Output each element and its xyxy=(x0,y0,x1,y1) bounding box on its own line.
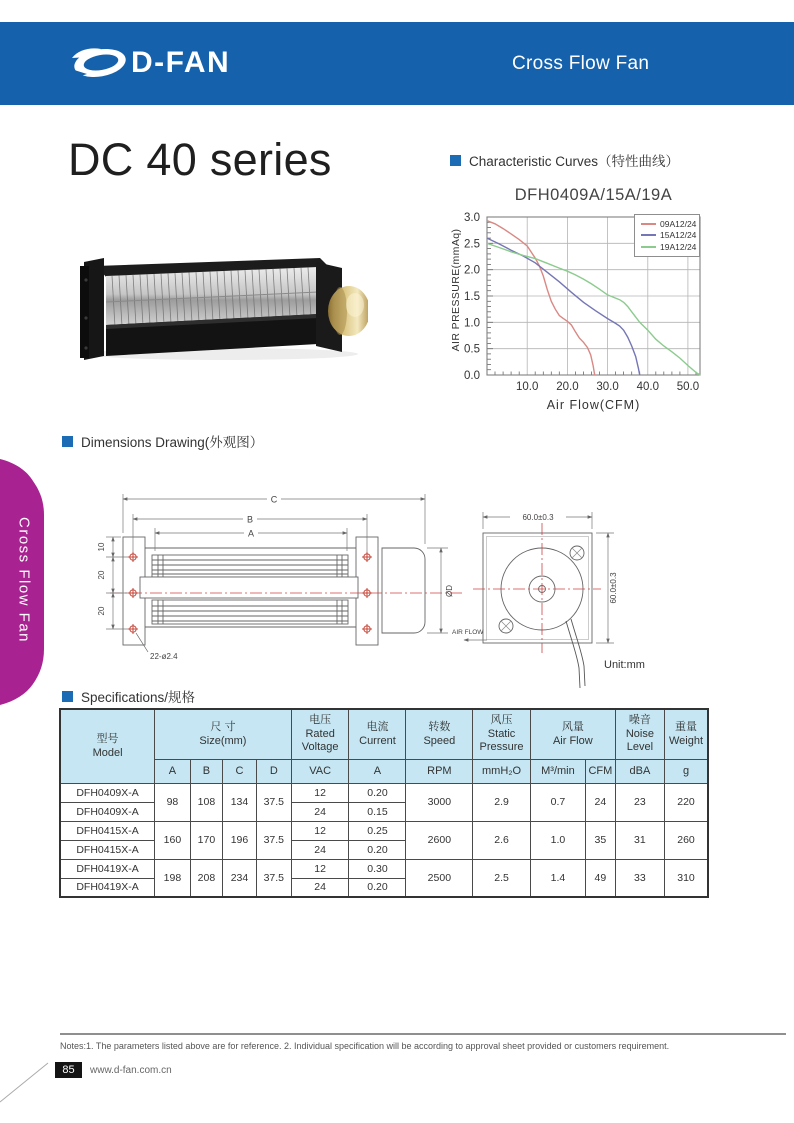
sub-header-c: C xyxy=(223,759,257,783)
page-number-badge: 85 xyxy=(55,1062,82,1078)
dimensions-drawing xyxy=(95,485,675,700)
col-header-size: 尺 寸 Size(mm) xyxy=(155,709,292,759)
characteristic-curves-chart xyxy=(445,184,790,429)
dim-label-20-top: 20 xyxy=(97,570,106,580)
table-row: DFH0419X-A 198 208 234 37.5 12 0.30 2500 2.5 1.4 49 33 310 xyxy=(60,859,708,878)
svg-text:40.0: 40.0 xyxy=(636,381,659,393)
col-header-noise: 噪音 Noise Level xyxy=(615,709,664,759)
sub-header-rpm: RPM xyxy=(406,759,473,783)
svg-text:1.0: 1.0 xyxy=(464,317,480,330)
col-header-model: 型号 Model xyxy=(60,709,155,783)
table-row: DFH0419X-A 24 0.20 xyxy=(60,878,708,897)
page-title: DC 40 series xyxy=(68,134,332,185)
legend-label: 09A12/24 xyxy=(660,218,697,229)
dim-label-height: 60.0±0.3 xyxy=(609,572,618,604)
dim-label-b: B xyxy=(246,514,254,525)
svg-text:30.0: 30.0 xyxy=(596,381,619,393)
svg-text:0.5: 0.5 xyxy=(464,343,480,356)
website-url: www.d-fan.com.cn xyxy=(90,1065,172,1076)
col-header-speed: 转数 Speed xyxy=(406,709,473,759)
sub-header-amp: A xyxy=(349,759,406,783)
svg-text:50.0: 50.0 xyxy=(676,381,700,393)
section-heading-curves xyxy=(450,150,679,170)
dim-label-holes: 22-ø2.4 xyxy=(150,652,178,661)
col-header-weight: 重量 Weight xyxy=(665,709,709,759)
svg-text:2.0: 2.0 xyxy=(464,264,480,277)
sub-header-b: B xyxy=(190,759,222,783)
legend-line-icon xyxy=(641,246,656,248)
section-heading-dimensions xyxy=(62,431,263,451)
table-row: DFH0415X-A 160 170 196 37.5 12 0.25 2600 2.6 1.0 35 31 260 xyxy=(60,821,708,840)
brand-name: D-FAN xyxy=(131,46,231,79)
col-header-air-flow: 风量 Air Flow xyxy=(530,709,615,759)
legend-entry xyxy=(641,218,699,230)
chart-title: DFH0409A/15A/19A xyxy=(514,186,673,204)
col-header-static-pressure: 风压 Static Pressure xyxy=(473,709,531,759)
legend-label: 15A12/24 xyxy=(660,230,697,241)
header-bar xyxy=(0,22,794,105)
footer-notes: Notes:1. The parameters listed above are for reference. 2. Individual specification will be according to approval sheet provided or customers requirement. xyxy=(60,1041,670,1051)
table-row: DFH0415X-A 24 0.20 xyxy=(60,840,708,859)
legend-entry xyxy=(641,230,699,242)
dim-label-c: C xyxy=(270,494,278,505)
airflow-label: AIR FLOW xyxy=(452,629,484,636)
svg-text:1.5: 1.5 xyxy=(464,291,480,303)
section-heading-dimensions-label: Dimensions Drawing(外观图） xyxy=(81,435,264,450)
dim-label-width: 60.0±0.3 xyxy=(522,513,554,522)
chart-x-axis-label: Air Flow(CFM) xyxy=(546,398,641,412)
sub-header-mmh2o: mmH₂O xyxy=(473,759,531,783)
section-heading-curves-label: Characteristic Curves（特性曲线） xyxy=(469,154,680,169)
svg-text:20.0: 20.0 xyxy=(556,381,579,393)
dim-label-10: 10 xyxy=(97,542,106,552)
header-product-line: Cross Flow Fan xyxy=(512,52,650,74)
unit-label: Unit:mm xyxy=(604,659,645,671)
svg-text:3.0: 3.0 xyxy=(464,212,480,224)
legend-line-icon xyxy=(641,223,656,225)
brand-logo-icon xyxy=(70,45,128,81)
legend-line-icon xyxy=(641,234,656,236)
dim-label-20-bottom: 20 xyxy=(97,606,106,616)
legend-label: 19A12/24 xyxy=(660,241,697,252)
footer-diagonal-line xyxy=(0,1058,60,1118)
chart-y-axis-label: AIR PRESSURE(mmAq) xyxy=(450,228,462,352)
side-tab xyxy=(0,455,48,705)
chart-legend xyxy=(634,214,700,257)
section-heading-specs-label: Specifications/规格 xyxy=(81,690,196,705)
sub-header-dba: dBA xyxy=(615,759,664,783)
sub-header-a: A xyxy=(155,759,191,783)
footer-divider xyxy=(60,1033,786,1035)
side-tab-label-wrap xyxy=(0,455,48,705)
sub-header-g: g xyxy=(665,759,709,783)
sub-header-m3min: M³/min xyxy=(530,759,585,783)
product-photo xyxy=(78,232,368,362)
dim-label-a: A xyxy=(247,528,255,539)
section-bullet-icon xyxy=(62,691,73,702)
col-header-current: 电流 Current xyxy=(349,709,406,759)
section-heading-specs xyxy=(62,686,195,706)
section-bullet-icon xyxy=(62,436,73,447)
section-bullet-icon xyxy=(450,155,461,166)
spec-table xyxy=(59,708,709,898)
svg-text:0.0: 0.0 xyxy=(464,370,480,382)
sub-header-cfm: CFM xyxy=(585,759,615,783)
side-tab-label: Cross Flow Fan xyxy=(15,516,33,644)
brand-logo xyxy=(70,45,230,81)
chart-plot xyxy=(445,184,790,416)
sub-header-d: D xyxy=(256,759,291,783)
svg-text:10.0: 10.0 xyxy=(516,381,539,393)
sub-header-vac: VAC xyxy=(291,759,349,783)
table-row: DFH0409X-A 98 108 134 37.5 12 0.20 3000 2.9 0.7 24 23 220 xyxy=(60,783,708,802)
col-header-voltage: 电压 Rated Voltage xyxy=(291,709,349,759)
svg-text:2.5: 2.5 xyxy=(464,238,480,251)
dim-label-shaft-dia: ØD xyxy=(445,585,454,597)
legend-entry xyxy=(641,241,699,253)
table-row: DFH0409X-A 24 0.15 xyxy=(60,802,708,821)
